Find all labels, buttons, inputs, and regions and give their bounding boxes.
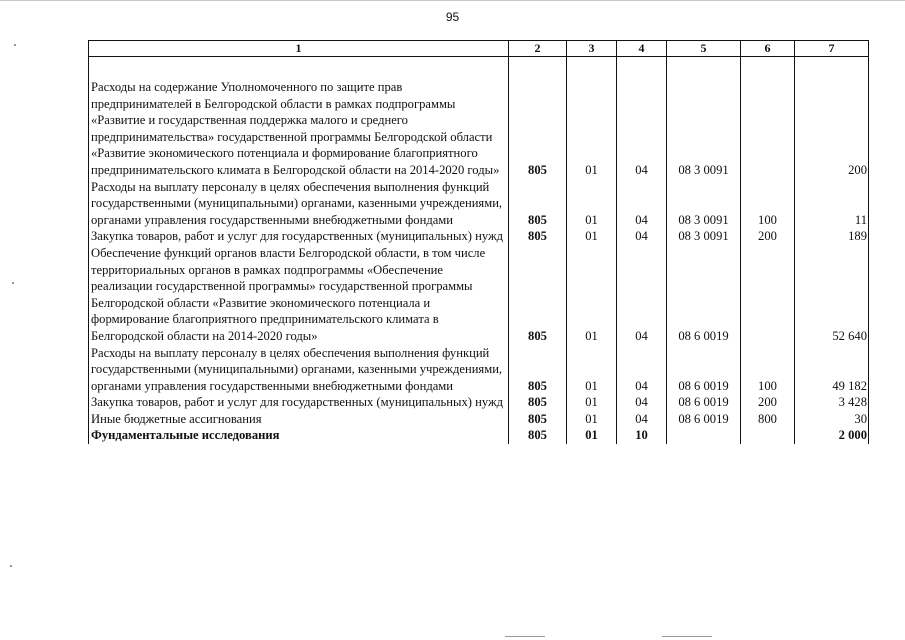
cell-razdel: 01 xyxy=(567,427,617,444)
cell-sum: 2 000 xyxy=(795,427,869,444)
cell-podrazdel: 10 xyxy=(617,427,667,444)
header-col-1: 1 xyxy=(89,41,509,57)
table-row xyxy=(89,345,869,395)
cell-admin: 805 xyxy=(509,411,567,428)
cell-csr: 08 6 0019 xyxy=(667,394,741,411)
cell-csr xyxy=(667,427,741,444)
cell-name: Закупка товаров, работ и услуг для государственных (муниципальных) нужд xyxy=(89,228,509,245)
scan-artifact-bottom xyxy=(662,636,712,637)
cell-razdel: 01 xyxy=(567,411,617,428)
budget-table xyxy=(88,40,869,444)
cell-vr xyxy=(741,245,795,345)
cell-razdel: 01 xyxy=(567,228,617,245)
cell-podrazdel: 04 xyxy=(617,228,667,245)
cell-name: Обеспечение функций органов власти Белгородской области, в том числе территориальных органов в рамках подпрограммы «Обеспечение реализации государственной программы» государственной программы Белгородской области «Развитие экономического потенциала и формирование благоприятного предпринимательского климата в Белгородской области на 2014-2020 годы» xyxy=(89,245,509,345)
scan-artifact-top xyxy=(0,0,905,1)
page-number: 95 xyxy=(445,10,460,24)
cell-vr: 200 xyxy=(741,394,795,411)
cell-csr: 08 3 0091 xyxy=(667,179,741,229)
cell-razdel: 01 xyxy=(567,79,617,179)
cell-admin: 805 xyxy=(509,245,567,345)
table-body xyxy=(89,57,869,445)
cell-csr: 08 3 0091 xyxy=(667,79,741,179)
budget-sheet xyxy=(88,40,868,444)
cell-vr: 200 xyxy=(741,228,795,245)
header-col-5: 5 xyxy=(667,41,741,57)
cell-name: Расходы на выплату персоналу в целях обеспечения выполнения функций государственными (муниципальными) органами, казенными учреждениями, органами управления государственными внебюджетными фондами xyxy=(89,345,509,395)
cell-name: Закупка товаров, работ и услуг для государственных (муниципальных) нужд xyxy=(89,394,509,411)
scan-dot xyxy=(12,282,14,284)
cell-podrazdel: 04 xyxy=(617,179,667,229)
header-col-2: 2 xyxy=(509,41,567,57)
cell-admin: 805 xyxy=(509,179,567,229)
cell-admin: 805 xyxy=(509,228,567,245)
cell-sum: 52 640 xyxy=(795,245,869,345)
table-row xyxy=(89,245,869,345)
cell-razdel: 01 xyxy=(567,394,617,411)
cell-podrazdel: 04 xyxy=(617,245,667,345)
cell-name: Фундаментальные исследования xyxy=(89,427,509,444)
cell-admin: 805 xyxy=(509,394,567,411)
cell-vr: 800 xyxy=(741,411,795,428)
cell-sum: 49 182 xyxy=(795,345,869,395)
table-row xyxy=(89,179,869,229)
table-row xyxy=(89,394,869,411)
cell-csr: 08 3 0091 xyxy=(667,228,741,245)
cell-csr: 08 6 0019 xyxy=(667,411,741,428)
header-col-3: 3 xyxy=(567,41,617,57)
cell-vr xyxy=(741,427,795,444)
table-row xyxy=(89,228,869,245)
table-row xyxy=(89,427,869,444)
cell-sum: 30 xyxy=(795,411,869,428)
header-row xyxy=(89,41,869,57)
cell-admin: 805 xyxy=(509,427,567,444)
spacer-row xyxy=(89,57,869,80)
cell-podrazdel: 04 xyxy=(617,411,667,428)
cell-admin: 805 xyxy=(509,345,567,395)
cell-csr: 08 6 0019 xyxy=(667,245,741,345)
cell-sum: 200 xyxy=(795,79,869,179)
cell-sum: 11 xyxy=(795,179,869,229)
cell-vr xyxy=(741,79,795,179)
cell-razdel: 01 xyxy=(567,245,617,345)
cell-name: Иные бюджетные ассигнования xyxy=(89,411,509,428)
cell-sum: 3 428 xyxy=(795,394,869,411)
scan-dot xyxy=(14,44,16,46)
cell-podrazdel: 04 xyxy=(617,79,667,179)
cell-name: Расходы на содержание Уполномоченного по защите прав предпринимателей в Белгородской области в рамках подпрограммы «Развитие и государственная поддержка малого и среднего предпринимательства» государственной программы Белгородской области «Развитие экономического потенциала и формирование благоприятного предпринимательского климата в Белгородской области на 2014-2020 годы» xyxy=(89,79,509,179)
cell-podrazdel: 04 xyxy=(617,345,667,395)
cell-vr: 100 xyxy=(741,179,795,229)
table-row xyxy=(89,79,869,179)
cell-podrazdel: 04 xyxy=(617,394,667,411)
header-col-6: 6 xyxy=(741,41,795,57)
header-col-7: 7 xyxy=(795,41,869,57)
scan-artifact-bottom xyxy=(505,636,545,637)
cell-sum: 189 xyxy=(795,228,869,245)
cell-razdel: 01 xyxy=(567,179,617,229)
table-row xyxy=(89,411,869,428)
cell-vr: 100 xyxy=(741,345,795,395)
header-col-4: 4 xyxy=(617,41,667,57)
scan-dot xyxy=(10,565,12,567)
cell-admin: 805 xyxy=(509,79,567,179)
cell-csr: 08 6 0019 xyxy=(667,345,741,395)
cell-name: Расходы на выплату персоналу в целях обеспечения выполнения функций государственными (муниципальными) органами, казенными учреждениями, органами управления государственными внебюджетными фондами xyxy=(89,179,509,229)
cell-razdel: 01 xyxy=(567,345,617,395)
